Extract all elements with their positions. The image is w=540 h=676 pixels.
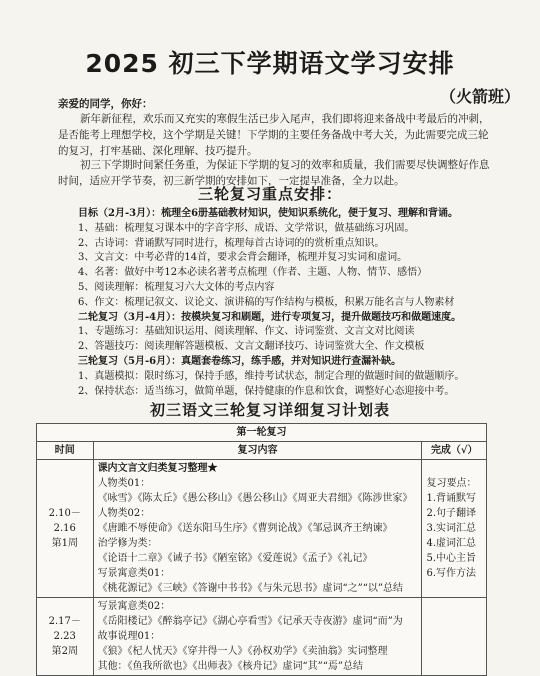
header-done: 完成（√）: [422, 442, 487, 460]
schedule-line: 二轮复习（3月-4月）：按模块复习和刷题，进行专项复习，提升做题技巧和做题速度。: [78, 311, 462, 323]
content-line: 《咏雪》《陈太丘》《愚公移山》《愚公移山》《周亚夫君细》《陈涉世家》: [97, 493, 413, 504]
schedule-line: 2、答题技巧：阅读理解答题模板、文言文翻译技巧、诗词鉴赏大全、作文模板: [78, 341, 425, 353]
header-content: 复习内容: [93, 442, 422, 460]
week-cell: [37, 598, 94, 676]
round-label: 第一轮复习: [37, 424, 487, 442]
done-item: 4.虚词汇总: [426, 538, 477, 549]
content-line: 课内文言文归类复习整理★: [97, 463, 218, 474]
week-content: [93, 598, 422, 676]
greeting: 亲爱的同学，你好：: [58, 98, 153, 110]
week-content: [93, 460, 422, 598]
section-heading: 三轮复习重点安排：: [197, 185, 342, 203]
intro-paragraph-1: 新年新征程，欢乐而又充实的寒假生活已步入尾声，我们即将迎来备战中考最后的冲刺，是否能考上理想学校，这个学期是关键！下学期的主要任务备战中考大关，为此需要完成三轮的复习，打牢基础、深化理解、技巧提升。: [58, 113, 490, 157]
class-tag: （火箭班）: [440, 87, 521, 106]
content-line: 《论语十二章》《诫子书》《陋室铭》《爱莲说》《孟子》《礼记》: [97, 553, 373, 564]
schedule-line: 4、名著：做好中考12本必读名著考点梳理（作者、主题、人物、情节、感悟）: [78, 267, 428, 279]
week-date: 2.17－2.23: [48, 616, 81, 642]
content-line: 《岳阳楼记》《醉翁亭记》《湖心亭看雪》《记承天寺夜游》虚词“而”为: [97, 616, 403, 627]
content-line: 《唐雎不辱使命》《送东阳马生序》《曹刿论战》《邹忌讽齐王纳谏》: [97, 523, 393, 534]
week-cell: [37, 460, 94, 598]
done-item: 3.实词汇总: [426, 523, 477, 534]
done-item: 2.句子翻译: [426, 508, 477, 519]
schedule-line: 1、基础：梳理复习课本中的字音字形、成语、文学常识，做基础练习巩固。: [78, 222, 415, 234]
content-line: 人物类01：: [97, 478, 151, 489]
schedule-line: 2、古诗词：背诵默写同时进行，梳理每首古诗词的的赏析重点知识。: [78, 237, 385, 249]
intro-paragraph-2: 初三下学期时间紧任务重，为保证下学期的复习的效率和质量，我们需要尽快调整好作息时间，适应开学节奏，初三新学期的安排如下，一定提早准备，全力以赴。: [58, 159, 490, 187]
table-heading: 初三语文三轮复习详细复习计划表: [149, 401, 390, 419]
done-cell: [422, 460, 487, 598]
content-line: 其他：《鱼我所欲也》《出师表》《核舟记》虚词“其”“焉”总结: [97, 661, 364, 672]
schedule-line: 6、作文：梳理记叙文、议论文、演讲稿的写作结构与模板，积累万能名言与人物素材: [78, 296, 455, 308]
content-line: 《桃花源记》《三峡》《答谢中书书》《与朱元思书》虚词“之”“以”总结: [97, 583, 404, 594]
done-item: 5.中心主旨: [426, 553, 477, 564]
done-item: 1.背诵默写: [426, 493, 477, 504]
done-item: 6.写作方法: [426, 568, 477, 579]
done-cell: [422, 598, 487, 676]
schedule-line: 2、保持状态：适当练习，做简单题，保持健康的作息和饮食，调整好心态迎接中考。: [78, 385, 455, 397]
schedule-line: 三轮复习（5月-6月）：真题套卷练习，练手感，并对知识进行查漏补缺。: [78, 355, 402, 367]
table-row: [37, 598, 487, 676]
schedule-line: 目标（2月-3月）：梳理全6册基础教材知识，使知识系统化，便于复习、理解和背诵。: [78, 208, 459, 219]
content-line: 写景寓意类02：: [97, 601, 171, 612]
schedule-line: 3、文言文：中考必背的14首，要求会背会翻译，梳理并复习实词和虚词。: [78, 252, 408, 264]
content-line: 故事说理01：: [97, 631, 161, 642]
table-row: [37, 460, 487, 598]
page-title: 2025 初三下学期语文学习安排: [85, 49, 455, 78]
schedule-line: 1、专题练习：基础知识运用、阅读理解、作文、诗词鉴赏、文言文对比阅读: [78, 326, 415, 338]
week-number: 第2周: [51, 646, 78, 657]
week-date: 2.10－2.16: [48, 508, 81, 534]
done-title: 复习要点：: [426, 478, 477, 489]
content-line: 写景寓意类01：: [97, 568, 171, 579]
schedule-line: 1、真题模拟：限时练习，保持手感，维持考试状态，制定合理的做题时间的做题顺序。: [78, 370, 465, 382]
content-line: 人物类02：: [97, 508, 151, 519]
week-number: 第1周: [51, 538, 78, 549]
schedule-list: [78, 207, 518, 399]
done-list: [426, 491, 482, 581]
review-plan-table: [36, 423, 487, 676]
content-line: 治学修为类：: [97, 538, 158, 549]
header-time: 时间: [37, 442, 94, 460]
content-line: 《狼》《杞人忧天》《穿井得一人》《孙权劝学》《卖油翁》实词整理: [97, 646, 388, 657]
schedule-line: 5、阅读理解：梳理复习六大文体的考点内容: [78, 281, 275, 293]
